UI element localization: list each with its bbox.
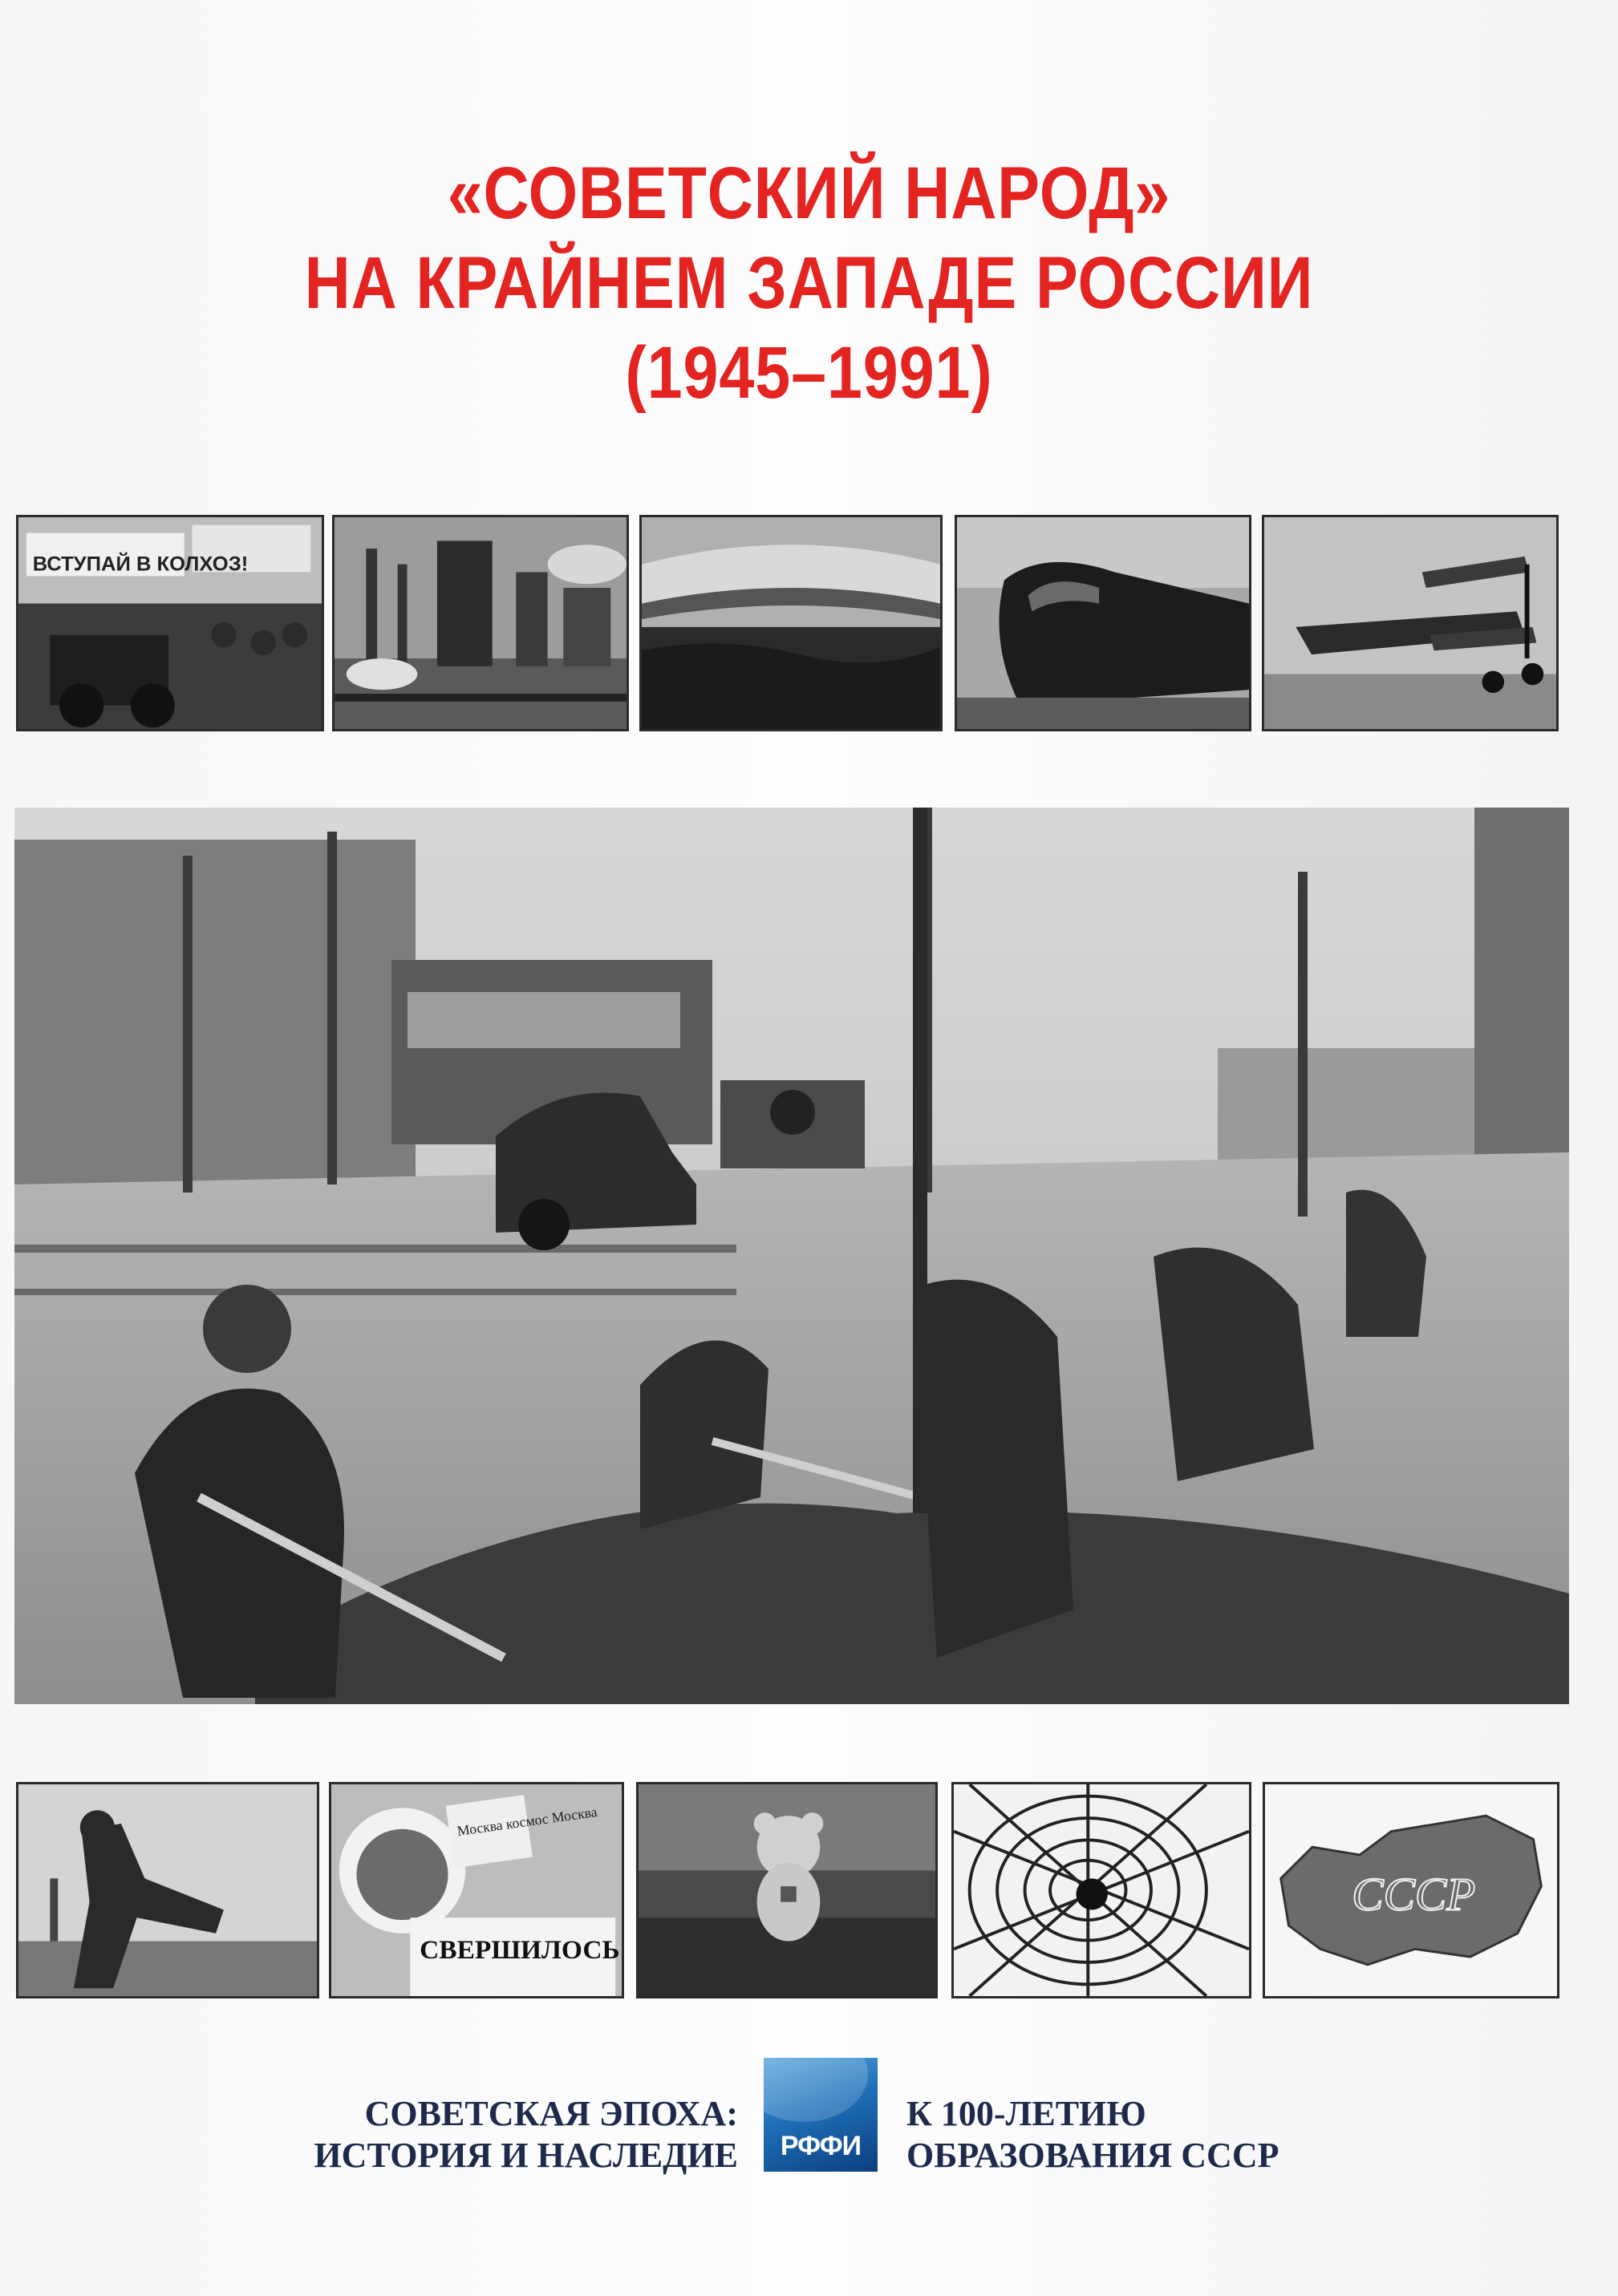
anniversary-line-2: ОБРАЗОВАНИЯ СССР <box>906 2136 1279 2175</box>
title-line-3: (1945–1991) <box>625 332 993 414</box>
dam-crowd-photo <box>639 515 943 731</box>
biplane-photo <box>1262 515 1559 731</box>
series-line-2: ИСТОРИЯ И НАСЛЕДИЕ <box>314 2136 738 2175</box>
kolkhoz-sign-text: ВСТУПАЙ В КОЛХОЗ! <box>32 553 249 576</box>
kolkhoz-rally-photo <box>16 515 324 731</box>
olympic-bear-photo <box>636 1782 938 1998</box>
anniversary-line-1: К 100-ЛЕТИЮ <box>906 2094 1146 2133</box>
title-line-1: «СОВЕТСКИЙ НАРОД» <box>447 152 1171 234</box>
streamlined-locomotive-photo <box>955 515 1251 731</box>
logo-swoosh <box>764 2058 868 2122</box>
ussr-map-photo <box>1263 1782 1559 1998</box>
book-title <box>113 148 1505 418</box>
series-title <box>289 2093 738 2177</box>
main-cover-photo <box>14 808 1569 1704</box>
steel-plant-photo <box>332 515 629 731</box>
logo-text: РФФИ <box>780 2131 862 2161</box>
soldier-charging-photo <box>16 1782 319 1998</box>
placard-text: Москва космос Москва <box>456 1803 598 1840</box>
title-line-2: НА КРАЙНЕМ ЗАПАДЕ РОССИИ <box>304 242 1314 324</box>
newspaper-headline: СВЕРШИЛОСЬ <box>420 1935 620 1966</box>
shukhov-tower-photo <box>951 1782 1251 1998</box>
gagarin-newspaper-photo <box>329 1782 624 1998</box>
rffi-logo <box>764 2058 878 2172</box>
ussr-map-label: СССР <box>1352 1868 1476 1921</box>
series-line-1: СОВЕТСКАЯ ЭПОХА: <box>364 2094 738 2133</box>
anniversary-caption <box>906 2093 1388 2177</box>
